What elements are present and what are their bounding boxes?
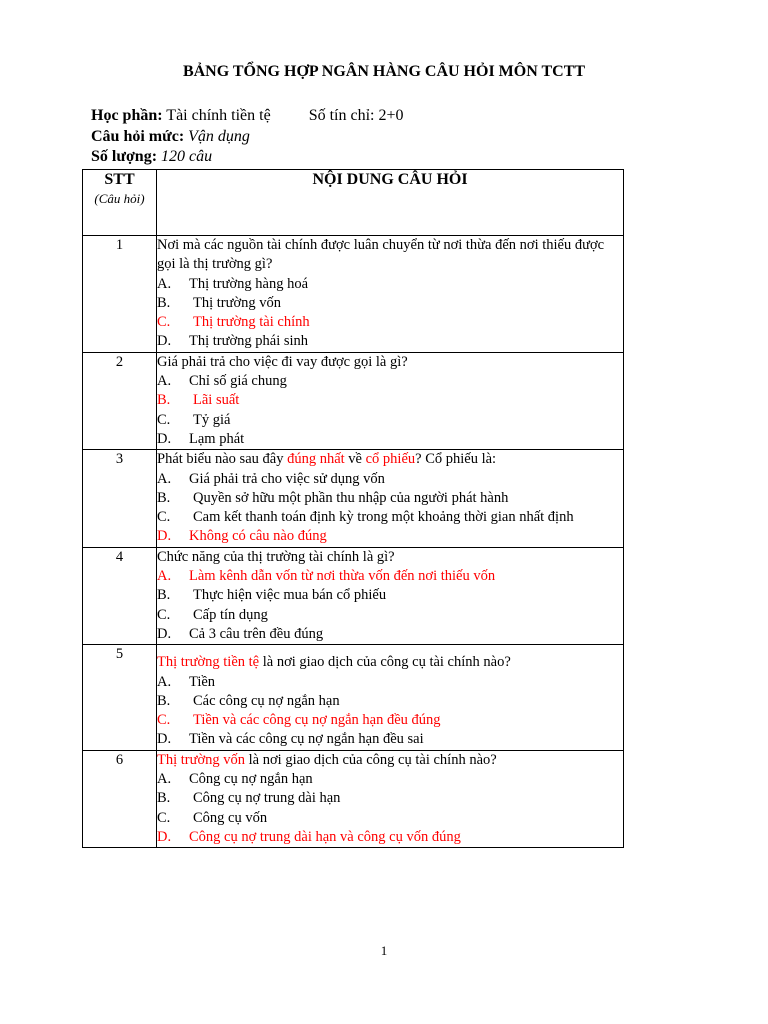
option-letter: D. (157, 731, 172, 748)
question-number: 2 (83, 352, 157, 449)
option-d-correct (157, 828, 623, 847)
question-text (157, 751, 623, 770)
option-letter: C. (157, 411, 171, 428)
option-text: Không có câu nào đúng (189, 528, 327, 545)
option-letter: A. (157, 373, 172, 390)
question-content (157, 547, 624, 644)
option-b-correct (157, 391, 623, 410)
table-row (83, 450, 624, 547)
stt-header (83, 170, 157, 236)
question-content (157, 352, 624, 449)
option-c (157, 411, 623, 430)
option-text: Chỉ số giá chung (189, 373, 287, 390)
question-content (157, 645, 624, 750)
content-header: NỘI DUNG CÂU HỎI (157, 170, 624, 236)
option-a (157, 275, 623, 294)
table-row (83, 547, 624, 644)
question-text: Nơi mà các nguồn tài chính được luân chuyển từ nơi thừa đến nơi thiếu được gọi là thị trường gì? (157, 237, 605, 273)
option-d (157, 430, 623, 449)
count-label: Số lượng: (91, 148, 158, 165)
option-letter: B. (157, 790, 171, 807)
option-c (157, 508, 623, 527)
table-row (83, 645, 624, 750)
question-text-part: về (344, 451, 366, 468)
option-text: Quyền sở hữu một phần thu nhập của người phát hành (193, 489, 509, 506)
option-a (157, 770, 623, 789)
option-b (157, 294, 623, 313)
table-row (83, 750, 624, 847)
option-letter: A. (157, 470, 172, 487)
question-text-part: là nơi giao dịch của công cụ tài chính nào? (259, 654, 511, 671)
option-text: Công cụ vốn (193, 809, 268, 826)
course-value: Tài chính tiền tệ (166, 107, 271, 124)
option-text: Tiền và các công cụ nợ ngắn hạn đều sai (189, 731, 424, 748)
question-text: Chức năng của thị trường tài chính là gì? (157, 548, 395, 565)
option-text: Tiền và các công cụ nợ ngắn hạn đều đúng (193, 712, 441, 729)
option-letter: D. (157, 828, 172, 845)
question-content (157, 750, 624, 847)
option-d (157, 730, 623, 749)
option-text: Làm kênh dẫn vốn từ nơi thừa vốn đến nơi thiếu vốn (189, 568, 496, 585)
question-number: 4 (83, 547, 157, 644)
option-letter: C. (157, 606, 171, 623)
option-a-correct (157, 567, 623, 586)
option-c-correct (157, 711, 623, 730)
course-info (91, 106, 404, 168)
option-letter: A. (157, 568, 172, 585)
option-text: Các công cụ nợ ngắn hạn (193, 692, 340, 709)
stt-header-sub: (Câu hỏi) (94, 191, 145, 206)
question-number: 3 (83, 450, 157, 547)
question-keyword: đúng nhất (287, 451, 345, 468)
question-text (157, 653, 623, 672)
table-header-row (83, 170, 624, 236)
option-letter: A. (157, 771, 172, 788)
option-text: Thực hiện việc mua bán cổ phiếu (193, 587, 387, 604)
option-text: Công cụ nợ trung dài hạn (193, 790, 341, 807)
option-letter: B. (157, 489, 171, 506)
option-c (157, 809, 623, 828)
option-text: Cả 3 câu trên đều đúng (189, 625, 324, 642)
question-number: 1 (83, 236, 157, 353)
level-label: Câu hỏi mức: (91, 127, 185, 145)
option-d-correct (157, 527, 623, 546)
option-text: Thị trường tài chính (193, 314, 310, 331)
option-text: Lãi suất (193, 392, 240, 409)
option-letter: D. (157, 430, 172, 447)
option-b (157, 692, 623, 711)
option-text: Thị trường vốn (193, 294, 282, 311)
option-letter: A. (157, 275, 172, 292)
question-number: 5 (83, 645, 157, 750)
table-row (83, 236, 624, 353)
option-text: Giá phải trả cho việc sử dụng vốn (189, 470, 385, 487)
question-text-part: Phát biểu nào sau đây (157, 451, 288, 468)
option-letter: B. (157, 392, 171, 409)
option-letter: D. (157, 528, 172, 545)
option-letter: D. (157, 333, 172, 350)
table-row (83, 352, 624, 449)
option-b (157, 586, 623, 605)
option-c-correct (157, 313, 623, 332)
option-c (157, 606, 623, 625)
question-keyword: Thị trường vốn (157, 751, 246, 768)
question-text-part: là nơi giao dịch của công cụ tài chính nào? (245, 751, 497, 768)
count-line (91, 147, 404, 168)
option-text: Công cụ nợ ngắn hạn (189, 771, 313, 788)
option-text: Thị trường hàng hoá (189, 275, 309, 292)
option-text: Lạm phát (189, 430, 245, 447)
question-text: Giá phải trả cho việc đi vay được gọi là gì? (157, 353, 408, 370)
document-title: BẢNG TỔNG HỢP NGÂN HÀNG CÂU HỎI MÔN TCTT (182, 63, 586, 80)
option-text: Tiền (189, 673, 216, 690)
option-letter: C. (157, 509, 171, 526)
page-number: 1 (380, 943, 388, 958)
option-a (157, 673, 623, 692)
option-text: Tỷ giá (193, 411, 231, 428)
option-b (157, 789, 623, 808)
option-d (157, 625, 623, 644)
question-content (157, 236, 624, 353)
option-a (157, 372, 623, 391)
course-line (91, 106, 404, 127)
option-text: Cấp tín dụng (193, 606, 268, 623)
level-value: Vận dụng (188, 127, 250, 145)
option-letter: B. (157, 294, 171, 311)
option-text: Thị trường phái sinh (189, 333, 309, 350)
question-number: 6 (83, 750, 157, 847)
question-table (82, 169, 624, 848)
credits: Số tín chỉ: 2+0 (308, 107, 404, 124)
option-a (157, 470, 623, 489)
option-letter: C. (157, 809, 171, 826)
option-letter: B. (157, 587, 171, 604)
option-letter: A. (157, 673, 172, 690)
option-text: Công cụ nợ trung dài hạn và công cụ vốn đúng (189, 828, 461, 845)
option-letter: D. (157, 625, 172, 642)
option-d (157, 332, 623, 351)
option-letter: C. (157, 314, 171, 331)
question-keyword: Thị trường tiền tệ (157, 654, 260, 671)
level-line (91, 127, 404, 148)
count-value: 120 câu (161, 148, 213, 165)
stt-header-label: STT (104, 171, 135, 188)
question-text (157, 450, 623, 469)
question-keyword: cổ phiếu (365, 451, 416, 468)
question-content (157, 450, 624, 547)
option-b (157, 489, 623, 508)
option-letter: C. (157, 712, 171, 729)
option-letter: B. (157, 692, 171, 709)
course-label: Học phần: (91, 107, 163, 124)
option-text: Cam kết thanh toán định kỳ trong một khoảng thời gian nhất định (193, 509, 574, 526)
question-text-part: ? Cổ phiếu là: (415, 451, 497, 468)
